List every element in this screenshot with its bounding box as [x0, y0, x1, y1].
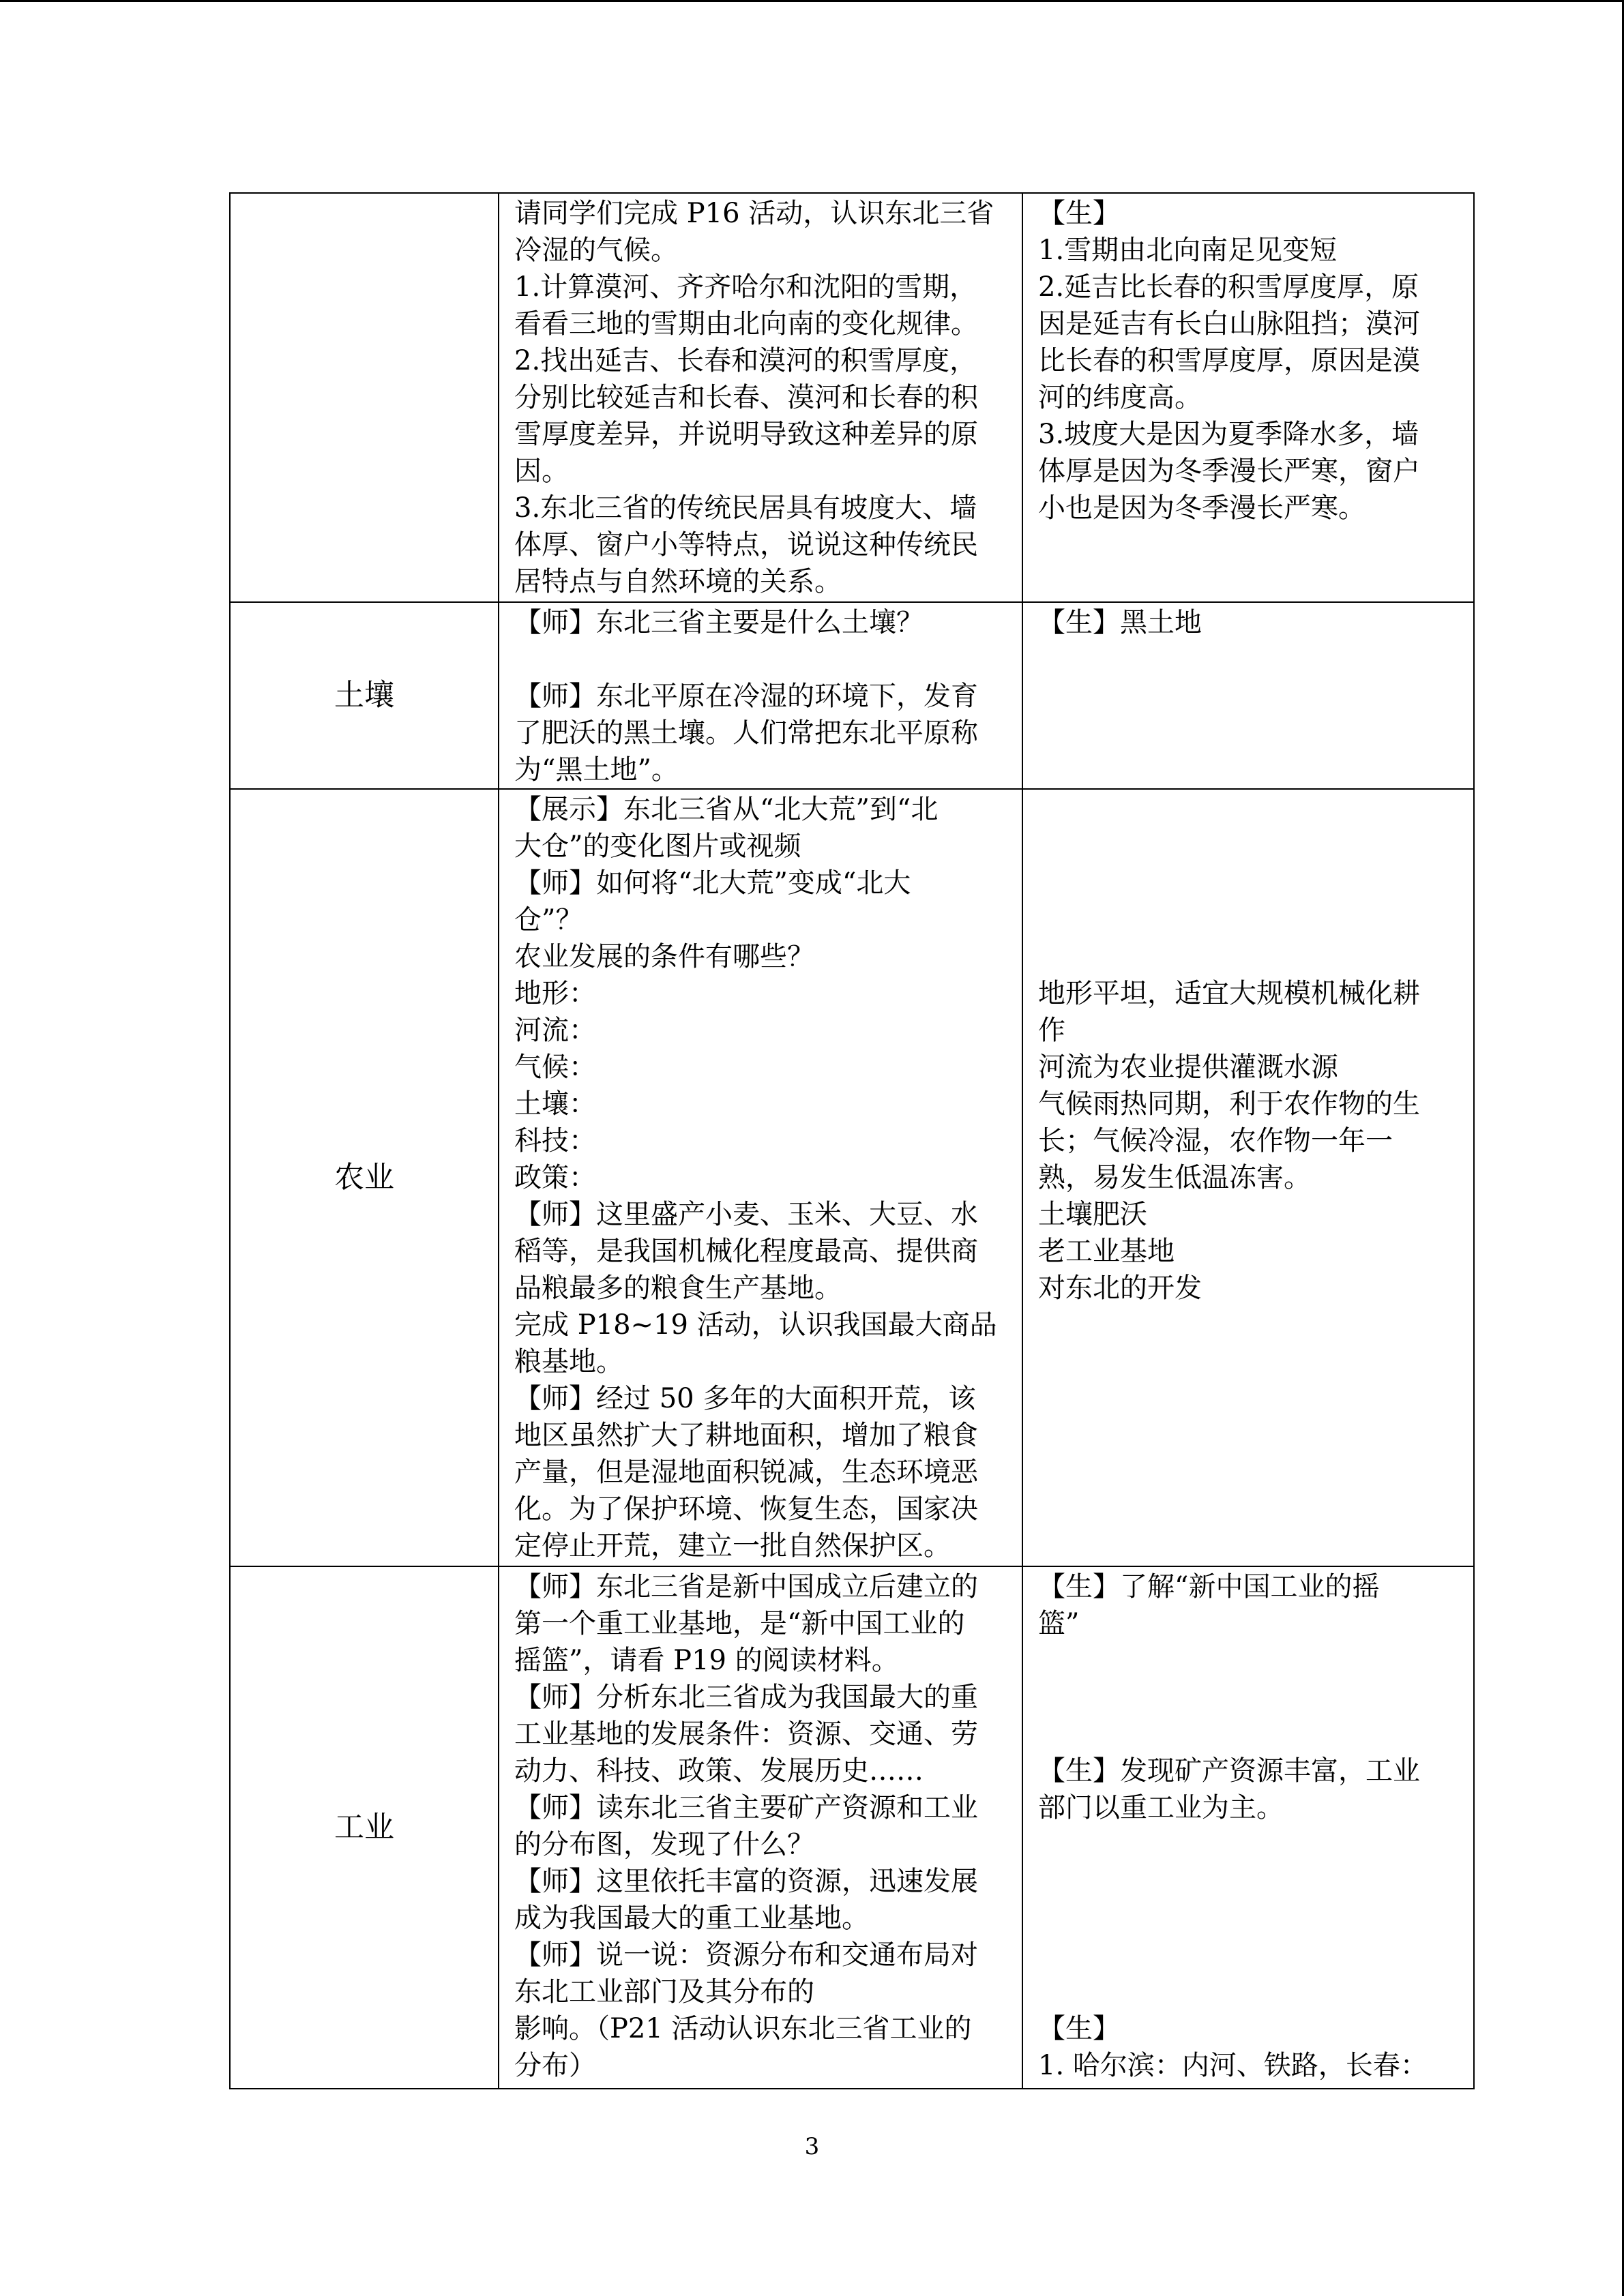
text-line: 气候： — [514, 1052, 596, 1083]
student-lines — [1023, 603, 1473, 641]
teacher-lines — [499, 194, 1022, 600]
teacher-activity-cell — [499, 602, 1022, 789]
text-line: 仓”？ — [514, 904, 583, 936]
text-line: 请同学们完成 P16 活动，认识东北三省 — [514, 198, 994, 229]
text-line: 3.坡度大是因为夏季降水多，墙 — [1038, 419, 1419, 450]
text-line: 粮基地。 — [514, 1346, 623, 1377]
blank-line — [514, 641, 1007, 678]
text-line: 地形： — [514, 978, 596, 1009]
text-line: 长；气候冷湿，农作物一年一 — [1038, 1125, 1393, 1157]
teacher-activity-cell — [499, 193, 1022, 602]
text-line: 2.找出延吉、长春和漠河的积雪厚度， — [514, 345, 977, 376]
text-line: 2.延吉比长春的积雪厚度厚，原 — [1038, 271, 1419, 303]
blank-line — [1038, 1679, 1458, 1716]
text-line: 摇篮”，请看 P19 的阅读材料。 — [514, 1645, 899, 1676]
text-line: 【师】这里依托丰富的资源，迅速发展 — [514, 1866, 978, 1897]
topic-cell — [230, 1566, 499, 2089]
text-line: 雪厚度差异，并说明导致这种差异的原 — [514, 419, 978, 450]
text-line: 完成 P18~19 活动，认识我国最大商品 — [514, 1309, 997, 1341]
table-row-soil — [230, 602, 1474, 789]
text-line: 【生】黑土地 — [1038, 607, 1202, 638]
blank-line — [1038, 1863, 1458, 1900]
teacher-lines — [499, 603, 1022, 788]
table-row-climate — [230, 193, 1474, 602]
text-line: 冷湿的气候。 — [514, 235, 678, 266]
text-line: 化。为了保护环境、恢复生态，国家决 — [514, 1493, 978, 1525]
text-line: 比长春的积雪厚度厚，原因是漠 — [1038, 345, 1420, 376]
teacher-lines — [499, 1567, 1022, 2084]
text-line: 科技： — [514, 1125, 596, 1157]
text-line: 地形平坦，适宜大规模机械化耕 — [1038, 978, 1420, 1009]
text-line: 【师】如何将“北大荒”变成“北大 — [514, 867, 911, 899]
text-line: 动力、科技、政策、发展历史…… — [514, 1755, 924, 1787]
blank-line — [1038, 791, 1458, 828]
student-activity-cell — [1022, 789, 1474, 1566]
text-line: 成为我国最大的重工业基地。 — [514, 1903, 869, 1934]
text-line: 1. 哈尔滨：内河、铁路，长春： — [1038, 2050, 1428, 2081]
blank-line — [1038, 1826, 1458, 1863]
text-line: 1.雪期由北向南足见变短 — [1038, 235, 1338, 266]
student-activity-cell — [1022, 602, 1474, 789]
blank-line — [1038, 938, 1458, 975]
table-row-agriculture — [230, 789, 1474, 1566]
text-line: 因。 — [514, 456, 569, 487]
teacher-activity-cell — [499, 789, 1022, 1566]
text-line: 农业发展的条件有哪些？ — [514, 941, 814, 972]
page-number: 3 — [804, 2133, 820, 2160]
text-line: 气候雨热同期，利于农作物的生 — [1038, 1088, 1420, 1120]
text-line: 【师】东北平原在冷湿的环境下，发育 — [514, 681, 978, 712]
student-lines — [1023, 790, 1473, 1307]
text-line: 【生】 — [1038, 2013, 1120, 2044]
text-line: 【生】发现矿产资源丰富，工业 — [1038, 1755, 1420, 1787]
text-line: 【师】经过 50 多年的大面积开荒，该 — [514, 1383, 976, 1414]
text-line: 居特点与自然环境的关系。 — [514, 566, 842, 597]
text-line: 河流： — [514, 1015, 596, 1046]
text-line: 对东北的开发 — [1038, 1272, 1202, 1304]
text-line: 【展示】东北三省从“北大荒”到“北 — [514, 794, 939, 825]
text-line: 河流为农业提供灌溉水源 — [1038, 1052, 1338, 1083]
topic-cell — [230, 602, 499, 789]
text-line: 小也是因为冬季漫长严寒。 — [1038, 492, 1365, 524]
teacher-lines — [499, 790, 1022, 1564]
student-activity-cell — [1022, 193, 1474, 602]
lesson-plan-table — [229, 192, 1475, 2089]
text-line: 【生】 — [1038, 198, 1120, 229]
text-line: 为“黑土地”。 — [514, 754, 679, 786]
text-line: 政策： — [514, 1162, 596, 1193]
text-line: 品粮最多的粮食生产基地。 — [514, 1272, 842, 1304]
blank-line — [1038, 1973, 1458, 2010]
text-line: 稻等，是我国机械化程度最高、提供商 — [514, 1236, 978, 1267]
text-line: 老工业基地 — [1038, 1236, 1175, 1267]
text-line: 【师】这里盛产小麦、玉米、大豆、水 — [514, 1199, 978, 1230]
text-line: 土壤： — [514, 1088, 596, 1120]
text-line: 【师】说一说：资源分布和交通布局对 — [514, 1939, 978, 1971]
text-line: 【师】分析东北三省成为我国最大的重 — [514, 1682, 978, 1713]
text-line: 分布） — [514, 2050, 596, 2081]
text-line: 【师】东北三省主要是什么土壤？ — [514, 607, 924, 638]
text-line: 3.东北三省的传统民居具有坡度大、墙 — [514, 492, 977, 524]
text-line: 【生】了解“新中国工业的摇 — [1038, 1571, 1380, 1602]
text-line: 熟，易发生低温冻害。 — [1038, 1162, 1311, 1193]
text-line: 分别比较延吉和长春、漠河和长春的积 — [514, 382, 978, 413]
text-line: 篮” — [1038, 1608, 1080, 1639]
text-line: 地区虽然扩大了耕地面积，增加了粮食 — [514, 1420, 978, 1451]
text-line: 体厚、窗户小等特点，说说这种传统民 — [514, 529, 978, 561]
blank-line — [1038, 1716, 1458, 1753]
table-row-industry — [230, 1566, 1474, 2089]
text-line: 影响。（P21 活动认识东北三省工业的 — [514, 2013, 972, 2044]
text-line: 因是延吉有长白山脉阻挡；漠河 — [1038, 308, 1420, 340]
blank-line — [1038, 1937, 1458, 1973]
topic-label: 农业 — [334, 1159, 394, 1195]
student-activity-cell — [1022, 1566, 1474, 2089]
text-line: 的分布图，发现了什么？ — [514, 1829, 814, 1860]
page-top-border — [0, 0, 1624, 2]
text-line: 作 — [1038, 1015, 1065, 1046]
text-line: 河的纬度高。 — [1038, 382, 1202, 413]
topic-cell — [230, 193, 499, 602]
text-line: 【师】东北三省是新中国成立后建立的 — [514, 1571, 978, 1602]
blank-line — [1038, 828, 1458, 865]
text-line: 了肥沃的黑土壤。人们常把东北平原称 — [514, 717, 978, 749]
blank-line — [1038, 1900, 1458, 1937]
text-line: 大仓”的变化图片或视频 — [514, 831, 801, 862]
text-line: 产量，但是湿地面积锐减，生态环境恶 — [514, 1457, 978, 1488]
text-line: 定停止开荒，建立一批自然保护区。 — [514, 1530, 951, 1562]
text-line: 体厚是因为冬季漫长严寒，窗户 — [1038, 456, 1420, 487]
teacher-activity-cell — [499, 1566, 1022, 2089]
text-line: 第一个重工业基地，是“新中国工业的 — [514, 1608, 965, 1639]
text-line: 东北工业部门及其分布的 — [514, 1976, 814, 2008]
topic-cell — [230, 789, 499, 1566]
text-line: 工业基地的发展条件：资源、交通、劳 — [514, 1718, 978, 1750]
text-line: 1.计算漠河、齐齐哈尔和沈阳的雪期， — [514, 271, 977, 303]
topic-label: 工业 — [334, 1809, 394, 1845]
blank-line — [1038, 901, 1458, 938]
text-line: 部门以重工业为主。 — [1038, 1792, 1284, 1823]
blank-line — [1038, 1642, 1458, 1679]
text-line: 【师】读东北三省主要矿产资源和工业 — [514, 1792, 978, 1823]
student-lines — [1023, 1567, 1473, 2084]
topic-label: 土壤 — [334, 677, 394, 713]
text-line: 土壤肥沃 — [1038, 1199, 1147, 1230]
text-line: 看看三地的雪期由北向南的变化规律。 — [514, 308, 978, 340]
blank-line — [1038, 865, 1458, 901]
student-lines — [1023, 194, 1473, 526]
